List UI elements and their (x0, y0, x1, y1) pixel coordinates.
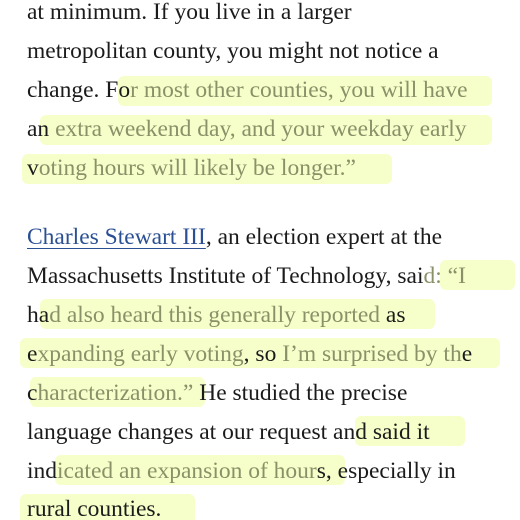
text: Massachusetts Institute of Technology, sai (27, 263, 424, 289)
highlighted-text: haracterization.” (37, 380, 194, 406)
highlighted-text: d: “I (423, 263, 466, 289)
paragraph-line (27, 222, 442, 252)
paragraph-line (27, 0, 352, 27)
text: ind (27, 458, 58, 484)
text: an (27, 116, 50, 142)
paragraph-line (27, 153, 356, 183)
text: v (27, 155, 39, 181)
highlighted-text: oting hours will likely be longer.” (38, 155, 356, 181)
text: s, especially in (316, 458, 456, 484)
text: c (27, 380, 38, 406)
highlighted-text: I’m surprised by th (282, 341, 462, 367)
highlighted-text: d also heard this generally reported (49, 302, 381, 328)
paragraph-line (27, 494, 161, 520)
text: , an election expert at the (205, 224, 443, 250)
paragraph-line (27, 114, 467, 144)
text: He studied the precise (193, 380, 408, 406)
paragraph-line (27, 378, 407, 408)
paragraph-line (27, 300, 405, 330)
text: ha (27, 302, 50, 328)
text: e (27, 341, 38, 367)
highlighted-text: icated an expansion of hour (57, 458, 317, 484)
text: rural counties. (27, 496, 162, 520)
paragraph-line (27, 417, 430, 447)
paragraph-line (27, 456, 456, 486)
paragraph-line (27, 339, 472, 369)
paragraph-line (27, 75, 468, 105)
text: language changes at our request and said it (27, 419, 430, 445)
text: metropolitan county, you might not notice a (27, 38, 439, 64)
charles-stewart-link[interactable]: Charles Stewart III (27, 224, 206, 250)
paragraph-line (27, 261, 466, 291)
text: , so (243, 341, 283, 367)
highlighted-text: extra weekend day, and your weekday early (49, 116, 467, 142)
highlighted-text: r most other counties, you will have (130, 77, 468, 103)
text: change. Fo (27, 77, 131, 103)
paragraph-line (27, 36, 439, 66)
text: at minimum. If you live in a larger (27, 0, 352, 25)
text: e (461, 341, 473, 367)
text: as (380, 302, 406, 328)
highlighted-text: xpanding early voting (37, 341, 244, 367)
